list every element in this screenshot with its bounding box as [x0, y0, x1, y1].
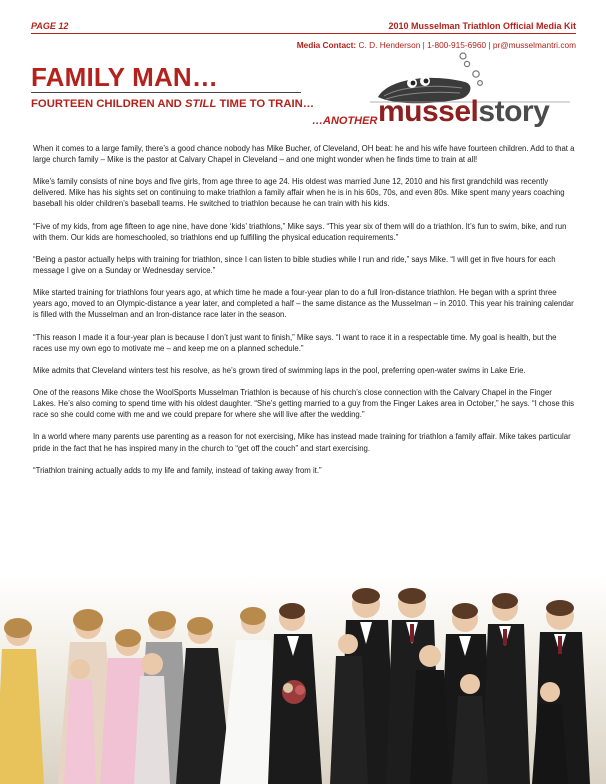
- musselstory-logo: musselstory: [378, 95, 550, 128]
- paragraph: “Being a pastor actually helps with training for triathlon, since I can listen to bible studies while I run and ride,” says Mike. “I will get in five hours for each message I give on a Sunday or Wednesday service.”: [33, 254, 556, 276]
- another-label: …ANOTHER: [312, 115, 378, 127]
- contact-details: C. D. Henderson | 1-800-915-6960 | pr@musselmantri.com: [358, 40, 576, 50]
- paragraph: “Five of my kids, from age fifteen to age nine, have done ‘kids’ triathlons,” Mike says. “This year six of them will do a triathlon. It’s fun to swim, bike, and run with them. Our kids are homeschooled, so triathlons end up fulfilling the physical education requirements.”: [33, 221, 567, 242]
- header-divider: [31, 33, 576, 34]
- paragraph: One of the reasons Mike chose the WoolSports Musselman Triathlon is because of his church’s close connection with the Calvary Chapel in the Finger Lakes. He’s also coming to spend time with his oldest daughter. “She’s getting married to a guy from the Finger Lakes area in October,” he says. “I chose this race so she could come with me and we could prepare for where she will live after the wedding.”: [33, 388, 575, 420]
- family-wedding-photo: [0, 574, 606, 784]
- paragraph: “This reason I made it a four-year plan is because I don’t just want to finish,” Mike says. “I want to race it in a respectable time. My goal is health, but the races use my own ego to motivate me – and keep me on a planned schedule.”: [33, 332, 557, 353]
- article-body: [33, 143, 575, 487]
- media-kit-title: 2010 Musselman Triathlon Official Media Kit: [388, 21, 576, 31]
- article-subtitle: FOURTEEN CHILDREN AND STILL TIME TO TRAIN…: [31, 98, 315, 110]
- paragraph: In a world where many parents use parenting as a reason for not exercising, Mike has instead made training for triathlon a family affair. Mike takes particular pride in the fact that he has inspired many in the church to “get off the couch” and start exercising.: [33, 432, 571, 453]
- paragraph: Mike’s family consists of nine boys and five girls, from age three to age 24. His oldest was married June 12, 2010 and his first grandchild was recently delivered. Mike has his sights set on continuing to make triathlon a family affair when he is in his 60s, 70s, and even 80s. Mike spent many years coaching baseball his older children’s baseball teams. He switched to triathlon because he can train with his kids.: [33, 177, 565, 209]
- paragraph: Mike started training for triathlons four years ago, at which time he made a four-year plan to do a full Iron-distance triathlon. He began with a sprint three years ago, moved to an Olympic-distance a year later, and completed a half – the same distance as the Musselman – in 2010. This year his training calendar is filled with the Musselman and an Iron-distance race later in the season.: [33, 288, 574, 320]
- paragraph: Mike admits that Cleveland winters test his resolve, as he’s grown tired of swimming laps in the pool, preferring open-water swims in Lake Erie.: [33, 365, 526, 375]
- page-number: PAGE 12: [31, 21, 69, 31]
- article-title: FAMILY MAN…: [31, 62, 219, 92]
- contact-label: Media Contact:: [296, 40, 357, 50]
- paragraph: “Triathlon training actually adds to my life and family, instead of taking away from it.”: [33, 465, 322, 475]
- paragraph: When it comes to a large family, there’s a good chance nobody has Mike Bucher, of Cleveland, OH beat: he and his wife have fourteen children. Add to that a large church family – Mike is the pastor at Calvary Chapel in Cleveland – and one might wonder when he finds time to train at all!: [33, 144, 575, 165]
- title-divider: [31, 92, 301, 93]
